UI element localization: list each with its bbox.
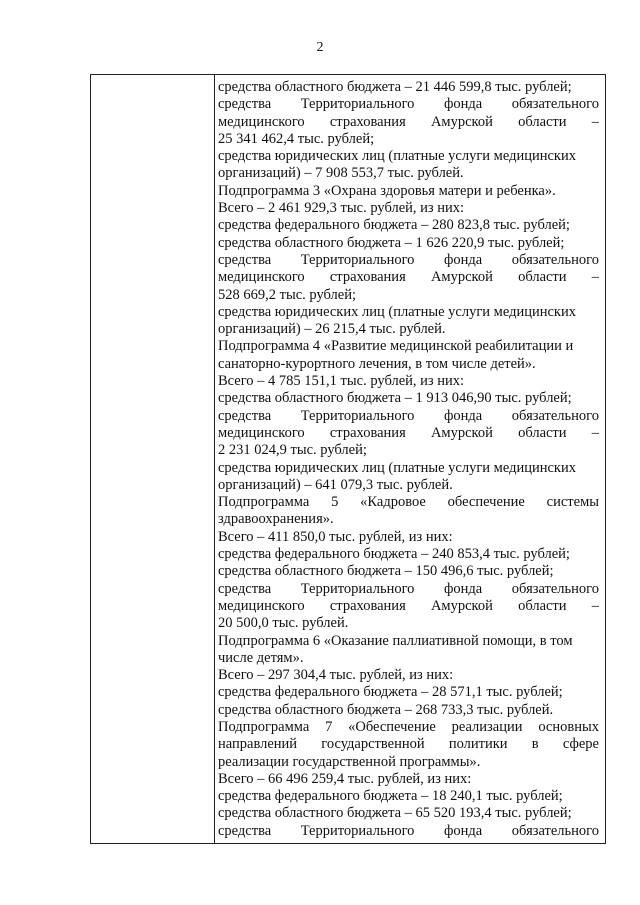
text-word: обязательного [511, 822, 599, 839]
text-line [218, 252, 599, 269]
text-word: страхования [329, 424, 406, 441]
text-word: – [591, 269, 599, 286]
text-line: организаций) – 7 908 553,7 тыс. рублей. [218, 165, 464, 182]
text-line: Подпрограмма 3 «Охрана здоровья матери и ребенка». [218, 182, 556, 199]
text-line: средства юридических лиц (платные услуги медицинских [218, 148, 576, 165]
text-word: средства [218, 407, 272, 424]
text-word: Территориального [300, 251, 415, 268]
text-line: 25 341 462,4 тыс. рублей; [218, 130, 375, 147]
text-word: Амурской [430, 424, 493, 441]
text-word: фонда [444, 822, 483, 839]
text-word: обязательного [511, 580, 599, 597]
text-line: средства федерального бюджета – 18 240,1 тыс. рублей; [218, 788, 563, 805]
text-line [218, 581, 599, 598]
text-line: средства федерального бюджета – 280 823,8 тыс. рублей; [218, 217, 570, 234]
text-line: организаций) – 26 215,4 тыс. рублей. [218, 321, 446, 338]
text-word: обязательного [511, 96, 599, 113]
text-word: страхования [329, 597, 406, 614]
text-line: Всего – 411 850,0 тыс. рублей, из них: [218, 528, 453, 545]
table-left-cell [91, 75, 215, 843]
text-line: средства областного бюджета – 21 446 599,8 тыс. рублей; [218, 79, 572, 95]
text-line: средства областного бюджета – 150 496,6 тыс. рублей; [218, 563, 554, 580]
text-word: медицинского [218, 269, 305, 286]
text-word: обеспечение [447, 494, 525, 511]
text-word: фонда [444, 251, 483, 268]
text-line [218, 823, 599, 840]
text-line: средства юридических лиц (платные услуги медицинских [218, 303, 576, 320]
text-word: средства [218, 251, 272, 268]
text-line [218, 598, 599, 615]
text-word: «Обеспечение [348, 718, 436, 735]
text-word: государственной [321, 736, 425, 753]
text-line [218, 269, 599, 286]
text-line: средства юридических лиц (платные услуги медицинских [218, 459, 576, 476]
text-line: 528 669,2 тыс. рублей; [218, 286, 356, 303]
text-word: Амурской [430, 597, 493, 614]
text-word: медицинского [218, 113, 305, 130]
text-word: Территориального [300, 822, 415, 839]
text-word: направлений [218, 736, 298, 753]
text-line: Всего – 2 461 929,3 тыс. рублей, из них: [218, 200, 465, 217]
text-line: 20 500,0 тыс. рублей. [218, 615, 349, 632]
text-word: фонда [444, 96, 483, 113]
text-line: Подпрограмма 4 «Развитие медицинской реабилитации и [218, 338, 574, 355]
text-word: средства [218, 822, 272, 839]
text-line: средства областного бюджета – 1 913 046,90 тыс. рублей; [218, 390, 572, 407]
text-line: числе детям». [218, 649, 304, 666]
text-word: политики [448, 736, 508, 753]
text-line [218, 96, 599, 113]
text-word: области [518, 597, 567, 614]
text-word: страхования [329, 113, 406, 130]
text-line: 2 231 024,9 тыс. рублей; [218, 442, 367, 459]
text-word: основных [538, 718, 599, 735]
text-word: 5 [331, 494, 339, 511]
text-line: организаций) – 641 079,3 тыс. рублей. [218, 476, 453, 493]
text-word: средства [218, 580, 272, 597]
text-line [218, 114, 599, 131]
text-word: обязательного [511, 407, 599, 424]
text-word: медицинского [218, 597, 305, 614]
text-word: Территориального [300, 580, 415, 597]
text-word: – [591, 113, 599, 130]
page-number: 2 [316, 40, 324, 55]
text-line: средства федерального бюджета – 240 853,4 тыс. рублей; [218, 546, 570, 563]
text-word: в [531, 736, 539, 753]
text-word: области [518, 424, 567, 441]
text-word: Подпрограмма [218, 494, 310, 511]
text-word: Территориального [300, 96, 415, 113]
text-word: системы [546, 494, 599, 511]
text-line: средства областного бюджета – 1 626 220,9 тыс. рублей; [218, 234, 565, 251]
text-line: средства федерального бюджета – 28 571,1 тыс. рублей; [218, 684, 563, 701]
text-line [218, 736, 599, 753]
text-word: Подпрограмма [218, 718, 310, 735]
table-right-cell [218, 79, 599, 840]
text-line: средства областного бюджета – 268 733,3 тыс. рублей. [218, 701, 554, 718]
text-word: фонда [444, 580, 483, 597]
text-word: – [591, 597, 599, 614]
text-word: области [518, 269, 567, 286]
document-table [90, 74, 606, 844]
text-line [218, 425, 599, 442]
text-line: Всего – 66 496 259,4 тыс. рублей, из них: [218, 770, 472, 787]
text-word: Амурской [430, 269, 493, 286]
text-word: – [591, 424, 599, 441]
text-line: реализации государственной программы». [218, 753, 481, 770]
text-line [218, 494, 599, 511]
text-word: медицинского [218, 424, 305, 441]
text-word: Амурской [430, 113, 493, 130]
text-line: Всего – 297 304,4 тыс. рублей, из них: [218, 667, 454, 684]
text-line: Всего – 4 785 151,1 тыс. рублей, из них: [218, 373, 465, 390]
text-line [218, 719, 599, 736]
text-line: средства областного бюджета – 65 520 193,4 тыс. рублей; [218, 805, 572, 822]
text-line: санаторно-курортного лечения, в том числе детей». [218, 355, 536, 372]
text-line: Подпрограмма 6 «Оказание паллиативной помощи, в том [218, 632, 573, 649]
text-word: средства [218, 96, 272, 113]
text-line: здравоохранения». [218, 511, 334, 528]
text-word: фонда [444, 407, 483, 424]
text-word: 7 [325, 718, 333, 735]
text-word: «Кадровое [360, 494, 426, 511]
text-word: обязательного [511, 251, 599, 268]
text-word: страхования [329, 269, 406, 286]
text-word: области [518, 113, 567, 130]
text-word: Территориального [300, 407, 415, 424]
text-word: сфере [562, 736, 599, 753]
text-word: реализации [451, 718, 523, 735]
text-line [218, 408, 599, 425]
